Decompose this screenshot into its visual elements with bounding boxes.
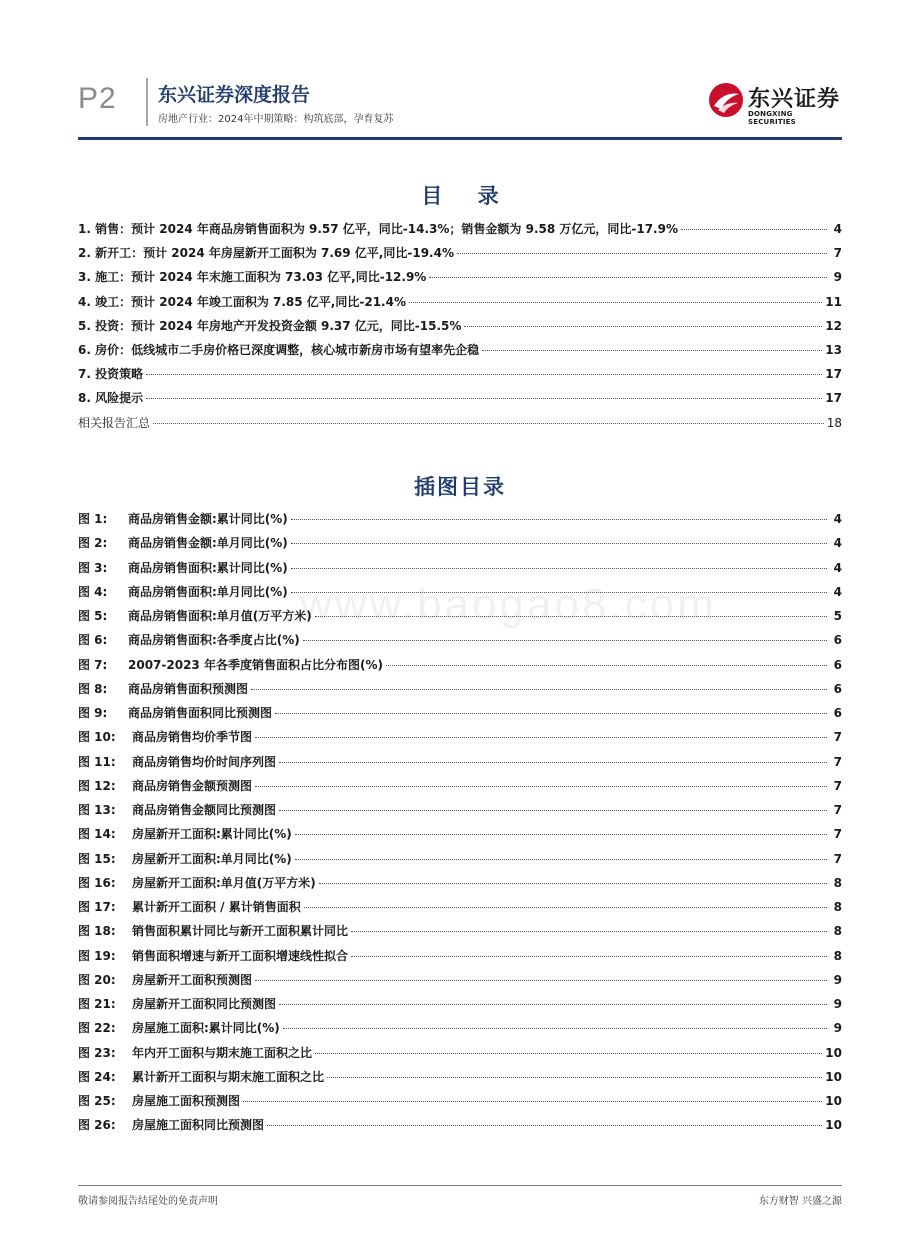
figure-name: 销售面积增速与新开工面积增速线性拟合	[132, 948, 349, 963]
figure-page: 7	[833, 803, 842, 817]
toc-item[interactable]	[78, 365, 842, 389]
dot-leader	[251, 689, 827, 690]
figure-page: 10	[825, 1094, 842, 1108]
figure-list-item[interactable]	[78, 922, 842, 946]
figure-list-item[interactable]	[78, 583, 842, 607]
dot-leader	[255, 737, 827, 738]
figure-page: 6	[833, 681, 842, 696]
figure-page: 10	[825, 1069, 842, 1084]
toc-item[interactable]	[78, 389, 842, 413]
figure-list-item[interactable]	[78, 874, 842, 898]
figure-name: 累计新开工面积 / 累计销售面积	[132, 900, 301, 914]
figure-list-item[interactable]	[78, 1019, 842, 1043]
figure-number: 图 9:	[78, 706, 108, 720]
dot-leader	[255, 980, 827, 981]
figure-number: 图 14:	[78, 827, 116, 842]
figure-list-item[interactable]	[78, 801, 842, 825]
dot-leader	[146, 398, 822, 399]
dot-leader	[482, 350, 822, 351]
figure-list-item[interactable]	[78, 559, 842, 583]
figure-page: 6	[833, 633, 842, 648]
figure-number: 图 23:	[78, 1045, 116, 1060]
figure-name: 房屋新开工面积同比预测图	[132, 997, 277, 1011]
figure-page: 7	[833, 754, 842, 769]
figure-number: 图 12:	[78, 778, 116, 793]
toc-item-page: 13	[825, 342, 842, 357]
figure-page: 8	[833, 948, 842, 963]
dot-leader	[153, 423, 824, 424]
figure-number: 图 5:	[78, 609, 108, 623]
figure-list-item[interactable]	[78, 607, 842, 631]
figure-list-item[interactable]	[78, 971, 842, 995]
figure-number: 图 19:	[78, 948, 116, 963]
dot-leader	[351, 956, 827, 957]
figure-list-item[interactable]	[78, 825, 842, 849]
figure-list-item[interactable]	[78, 898, 842, 922]
figure-name: 商品房销售面积预测图	[128, 681, 249, 696]
figure-page: 7	[833, 778, 842, 793]
figure-page: 10	[825, 1045, 842, 1060]
toc-item-page: 11	[825, 294, 842, 309]
figure-list-item[interactable]	[78, 1092, 842, 1116]
toc-item-label: 2. 新开工：预计 2024 年房屋新开工面积为 7.69 亿平,同比-19.4%	[78, 246, 454, 261]
figure-name: 商品房销售面积同比预测图	[128, 706, 273, 720]
dot-leader	[146, 374, 822, 375]
dot-leader	[681, 229, 827, 230]
dot-leader	[291, 592, 827, 593]
toc-item[interactable]	[78, 317, 842, 341]
toc-item[interactable]	[78, 220, 842, 244]
toc-item[interactable]	[78, 414, 842, 438]
logo-text-cn: 东兴证券	[748, 87, 841, 112]
dot-leader	[457, 253, 827, 254]
dot-leader	[291, 519, 827, 520]
figure-list-title: 插图目录	[414, 475, 506, 499]
dot-leader	[351, 931, 827, 932]
dot-leader	[243, 1101, 822, 1102]
figure-page: 6	[833, 706, 842, 720]
header-rule	[78, 137, 842, 140]
toc-item-page: 17	[825, 391, 842, 406]
figure-name: 商品房销售金额:单月同比(%)	[128, 536, 288, 551]
figure-name: 房屋新开工面积预测图	[132, 972, 253, 987]
figure-number: 图 17:	[78, 900, 116, 914]
figure-name: 商品房销售面积:各季度占比(%)	[128, 633, 300, 648]
figure-name: 商品房销售面积:单月值(万平方米)	[128, 609, 312, 623]
toc-item-label: 5. 投资：预计 2024 年房地产开发投资金额 9.37 亿元，同比-15.5%	[78, 318, 462, 333]
report-header	[78, 74, 842, 140]
figure-page: 9	[833, 997, 842, 1011]
dot-leader	[291, 543, 827, 544]
figure-list-item[interactable]	[78, 631, 842, 655]
figure-number: 图 15:	[78, 851, 116, 866]
figure-name: 商品房销售面积:累计同比(%)	[128, 560, 288, 575]
toc-item[interactable]	[78, 341, 842, 365]
figure-name: 房屋施工面积预测图	[132, 1094, 241, 1108]
figure-list-item[interactable]	[78, 1116, 842, 1140]
figure-name: 商品房销售均价季节图	[132, 730, 253, 745]
figure-list-item[interactable]	[78, 1068, 842, 1092]
toc-item-page: 17	[825, 367, 842, 382]
toc-item-label: 相关报告汇总	[78, 415, 151, 430]
figure-page: 8	[833, 924, 842, 939]
dot-leader	[315, 1053, 822, 1054]
figure-page: 7	[833, 730, 842, 745]
footer-slogan: 东方财智 兴盛之源	[758, 1196, 842, 1207]
figure-name: 房屋新开工面积:单月值(万平方米)	[132, 875, 316, 890]
toc-item-page: 9	[833, 270, 842, 285]
figure-name: 商品房销售金额预测图	[132, 778, 253, 793]
figure-number: 图 8:	[78, 681, 108, 696]
toc-item-page: 7	[833, 246, 842, 261]
figure-list-item[interactable]	[78, 680, 842, 704]
figure-name: 商品房销售面积:单月同比(%)	[128, 584, 288, 599]
figure-name: 2007-2023 年各季度销售面积占比分布图(%)	[128, 657, 383, 672]
toc-item-page: 12	[825, 318, 842, 333]
figure-number: 图 26:	[78, 1118, 116, 1133]
toc-item[interactable]	[78, 244, 842, 268]
figure-number: 图 3:	[78, 560, 108, 575]
dot-leader	[275, 713, 827, 714]
figure-number: 图 22:	[78, 1021, 116, 1036]
figure-number: 图 25:	[78, 1094, 116, 1108]
figure-number: 图 1:	[78, 512, 108, 526]
figure-name: 房屋新开工面积:累计同比(%)	[132, 827, 292, 842]
toc-item-label: 8. 风险提示	[78, 391, 144, 406]
logo-mark-icon	[708, 82, 744, 118]
figure-page: 9	[833, 972, 842, 987]
dot-leader	[303, 640, 827, 641]
figure-page: 8	[833, 900, 842, 914]
dot-leader	[409, 302, 822, 303]
watermark: www.baogao8.com	[300, 580, 717, 629]
dot-leader	[295, 859, 827, 860]
dot-leader	[279, 762, 827, 763]
figure-list-item[interactable]	[78, 753, 842, 777]
toc-item-label: 1. 销售：预计 2024 年商品房销售面积为 9.57 亿平，同比-14.3%；销售金额为 9.58 万亿元，同比-17.9%	[78, 222, 678, 236]
figure-number: 图 24:	[78, 1069, 116, 1084]
figure-list-item[interactable]	[78, 728, 842, 752]
figure-list-item[interactable]	[78, 777, 842, 801]
figure-list-item[interactable]	[78, 704, 842, 728]
figure-page: 4	[833, 584, 842, 599]
figure-list-item[interactable]	[78, 656, 842, 680]
figure-page: 9	[833, 1021, 842, 1036]
figure-name: 房屋施工面积同比预测图	[132, 1118, 265, 1133]
header-divider	[146, 78, 148, 126]
figure-list-item[interactable]	[78, 510, 842, 534]
figure-page: 4	[833, 560, 842, 575]
figure-number: 图 16:	[78, 875, 116, 890]
figure-number: 图 10:	[78, 730, 116, 745]
toc-item[interactable]	[78, 268, 842, 292]
figure-list-item[interactable]	[78, 947, 842, 971]
figure-list-item[interactable]	[78, 534, 842, 558]
figure-number: 图 4:	[78, 584, 108, 599]
figure-name: 商品房销售均价时间序列图	[132, 754, 277, 769]
dot-leader	[255, 786, 827, 787]
logo-text-en: DONGXING SECURITIES	[748, 110, 796, 126]
figure-number: 图 20:	[78, 972, 116, 987]
table-of-contents	[78, 220, 842, 438]
figure-name: 房屋施工面积:累计同比(%)	[132, 1021, 280, 1036]
toc-item-label: 4. 竣工：预计 2024 年竣工面积为 7.85 亿平,同比-21.4%	[78, 294, 406, 309]
figure-page: 4	[833, 536, 842, 551]
figure-number: 图 11:	[78, 754, 116, 769]
figure-page: 10	[825, 1118, 842, 1133]
figure-list	[78, 510, 842, 1141]
figure-page: 4	[833, 512, 842, 526]
toc-item-page: 4	[833, 222, 842, 236]
toc-item-label: 6. 房价：低线城市二手房价格已深度调整，核心城市新房市场有望率先企稳	[78, 342, 480, 357]
dot-leader	[327, 1077, 822, 1078]
toc-item-page: 18	[826, 415, 842, 430]
figure-list-item[interactable]	[78, 995, 842, 1019]
dot-leader	[315, 616, 827, 617]
figure-name: 年内开工面积与期末施工面积之比	[132, 1045, 313, 1060]
figure-page: 8	[833, 875, 842, 890]
dot-leader	[464, 326, 822, 327]
figure-page: 5	[833, 609, 842, 623]
figure-number: 图 21:	[78, 997, 116, 1011]
toc-item-label: 3. 施工：预计 2024 年末施工面积为 73.03 亿平,同比-12.9%	[78, 270, 427, 285]
dot-leader	[279, 1004, 827, 1005]
company-logo	[708, 82, 842, 126]
dot-leader	[319, 883, 827, 884]
report-subtitle: 房地产行业：2024年中期策略：构筑底部，孕育复苏	[158, 114, 394, 125]
figure-page: 6	[833, 657, 842, 672]
dot-leader	[283, 1028, 827, 1029]
toc-title: 目 录	[421, 184, 513, 208]
figure-list-item[interactable]	[78, 1044, 842, 1068]
figure-name: 销售面积累计同比与新开工面积累计同比	[132, 924, 349, 939]
dot-leader	[267, 1125, 822, 1126]
report-title: 东兴证券深度报告	[158, 84, 311, 106]
figure-number: 图 13:	[78, 803, 116, 817]
figure-number: 图 18:	[78, 924, 116, 939]
dot-leader	[386, 665, 827, 666]
footer-disclaimer: 敬请参阅报告结尾处的免责声明	[78, 1196, 218, 1207]
figure-number: 图 2:	[78, 536, 108, 551]
figure-number: 图 6:	[78, 633, 108, 648]
dot-leader	[304, 907, 827, 908]
toc-item[interactable]	[78, 293, 842, 317]
toc-item-label: 7. 投资策略	[78, 367, 144, 382]
figure-name: 商品房销售金额:累计同比(%)	[128, 512, 288, 526]
figure-page: 7	[833, 827, 842, 842]
page-number: P2	[78, 82, 117, 115]
footer-rule	[78, 1185, 842, 1186]
dot-leader	[429, 277, 827, 278]
figure-name: 商品房销售金额同比预测图	[132, 803, 277, 817]
dot-leader	[291, 568, 827, 569]
dot-leader	[295, 834, 827, 835]
figure-number: 图 7:	[78, 657, 108, 672]
figure-page: 7	[833, 851, 842, 866]
dot-leader	[279, 810, 827, 811]
figure-name: 累计新开工面积与期末施工面积之比	[132, 1069, 325, 1084]
figure-name: 房屋新开工面积:单月同比(%)	[132, 851, 292, 866]
figure-list-item[interactable]	[78, 850, 842, 874]
